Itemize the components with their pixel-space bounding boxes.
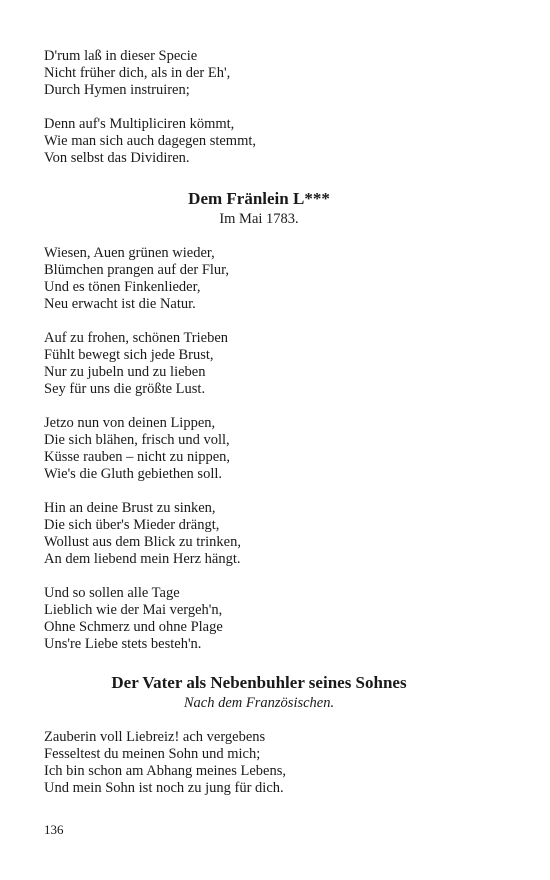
- page-body: [44, 48, 474, 814]
- verse-line: Lieblich wie der Mai vergeh'n,: [44, 602, 223, 618]
- verse-line: Wollust aus dem Blick zu trinken,: [44, 534, 241, 550]
- verse-line: Jetzo nun von deinen Lippen,: [44, 415, 216, 431]
- stanza: [44, 585, 474, 653]
- stanza: [44, 330, 474, 398]
- poem-title: Der Vater als Nebenbuhler seines Sohnes: [111, 673, 407, 692]
- verse-line: Von selbst das Dividiren.: [44, 150, 190, 166]
- verse-line: Sey für uns die größte Lust.: [44, 381, 206, 397]
- verse-line: Wie man sich auch dagegen stemmt,: [44, 133, 257, 149]
- verse-line: Fesseltest du meinen Sohn und mich;: [44, 746, 261, 762]
- verse-line: Und mein Sohn ist noch zu jung für dich.: [44, 780, 284, 796]
- verse-line: Die sich über's Mieder drängt,: [44, 517, 220, 533]
- poem-subtitle: Nach dem Französischen.: [183, 695, 335, 711]
- verse-line: Und es tönen Finkenlieder,: [44, 279, 201, 295]
- stanza: [44, 415, 474, 483]
- verse-line: An dem liebend mein Herz hängt.: [44, 551, 241, 567]
- verse-line: Ich bin schon am Abhang meines Lebens,: [44, 763, 287, 779]
- verse-line: Zauberin voll Liebreiz! ach vergebens: [44, 729, 266, 745]
- poem-title: Dem Fränlein L***: [188, 189, 330, 208]
- verse-line: Uns're Liebe stets besteh'n.: [44, 636, 202, 652]
- verse-line: Hin an deine Brust zu sinken,: [44, 500, 216, 516]
- verse-line: Denn auf's Multipliciren kömmt,: [44, 116, 235, 132]
- verse-line: Die sich blähen, frisch und voll,: [44, 432, 230, 448]
- stanza: [44, 48, 474, 99]
- verse-line: Auf zu frohen, schönen Trieben: [44, 330, 229, 346]
- verse-line: Und so sollen alle Tage: [44, 585, 180, 601]
- verse-line: Fühlt bewegt sich jede Brust,: [44, 347, 214, 363]
- verse-line: Nur zu jubeln und zu lieben: [44, 364, 206, 380]
- verse-line: Blümchen prangen auf der Flur,: [44, 262, 230, 278]
- poem-subtitle: Im Mai 1783.: [219, 211, 299, 227]
- verse-line: Ohne Schmerz und ohne Plage: [44, 619, 223, 635]
- verse-line: Wie's die Gluth gebiethen soll.: [44, 466, 223, 482]
- verse-line: Wiesen, Auen grünen wieder,: [44, 245, 215, 261]
- verse-line: Neu erwacht ist die Natur.: [44, 296, 196, 312]
- verse-line: Durch Hymen instruiren;: [44, 82, 190, 98]
- page-number: 136: [44, 822, 64, 837]
- stanza: [44, 500, 474, 568]
- stanza: [44, 116, 474, 167]
- verse-line: Küsse rauben – nicht zu nippen,: [44, 449, 231, 465]
- stanza: [44, 729, 474, 797]
- stanza: [44, 245, 474, 313]
- verse-line: Nicht früher dich, als in der Eh',: [44, 65, 231, 81]
- verse-line: D'rum laß in dieser Specie: [44, 48, 198, 64]
